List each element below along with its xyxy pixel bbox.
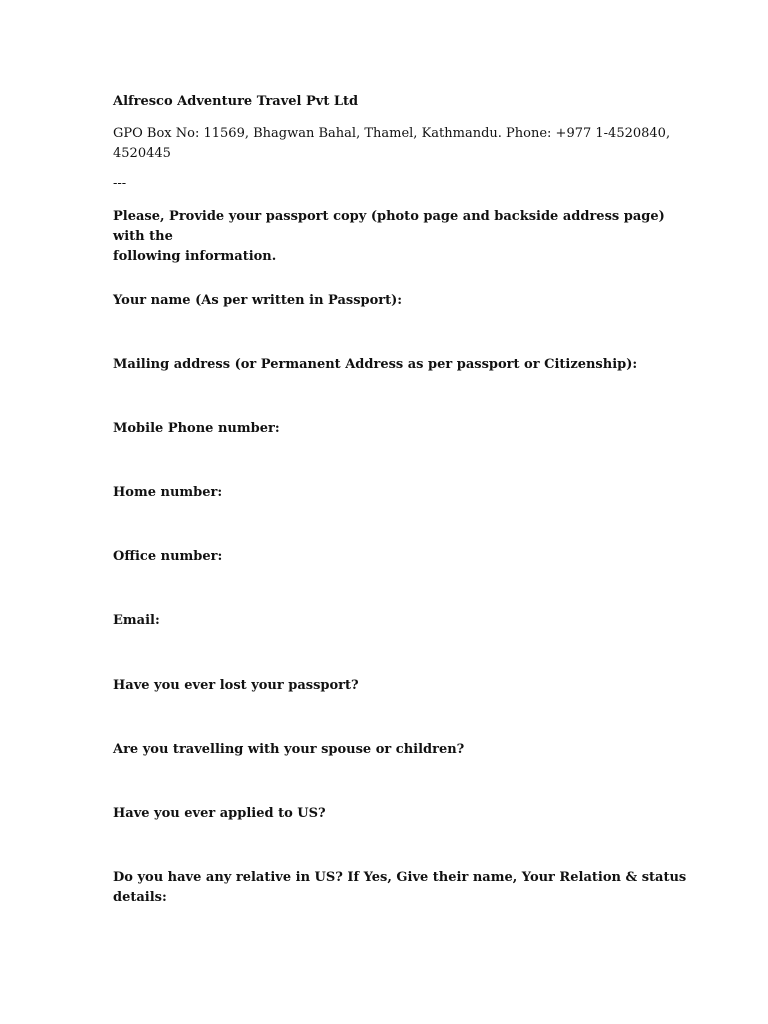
question-passport-name: Your name (As per written in Passport):: [113, 293, 403, 308]
question-applied-to-us: Have you ever applied to US?: [113, 806, 326, 821]
question-home-number: Home number:: [113, 485, 223, 500]
question-email: Email:: [113, 613, 160, 628]
question-travelling-with-family: Are you travelling with your spouse or children?: [113, 742, 465, 757]
instruction-paragraph: [113, 207, 673, 267]
question-relative-in-us: Do you have any relative in US? If Yes, Give their name, Your Relation & status details:: [113, 870, 687, 905]
company-address: [113, 124, 673, 164]
address-line-2: 4520445: [113, 146, 171, 161]
instruction-line-2: following information.: [113, 249, 277, 264]
question-mailing-address: Mailing address (or Permanent Address as per passport or Citizenship):: [113, 357, 638, 372]
company-name: Alfresco Adventure Travel Pvt Ltd: [113, 94, 359, 109]
question-mobile-number: Mobile Phone number:: [113, 421, 280, 436]
address-line-1: GPO Box No: 11569, Bhagwan Bahal, Thamel, Kathmandu. Phone: +977 1-4520840,: [113, 126, 671, 141]
question-office-number: Office number:: [113, 549, 223, 564]
instruction-line-1: Please, Provide your passport copy (photo page and backside address page) with the: [113, 209, 665, 244]
question-lost-passport: Have you ever lost your passport?: [113, 678, 359, 693]
separator: ---: [113, 176, 127, 191]
